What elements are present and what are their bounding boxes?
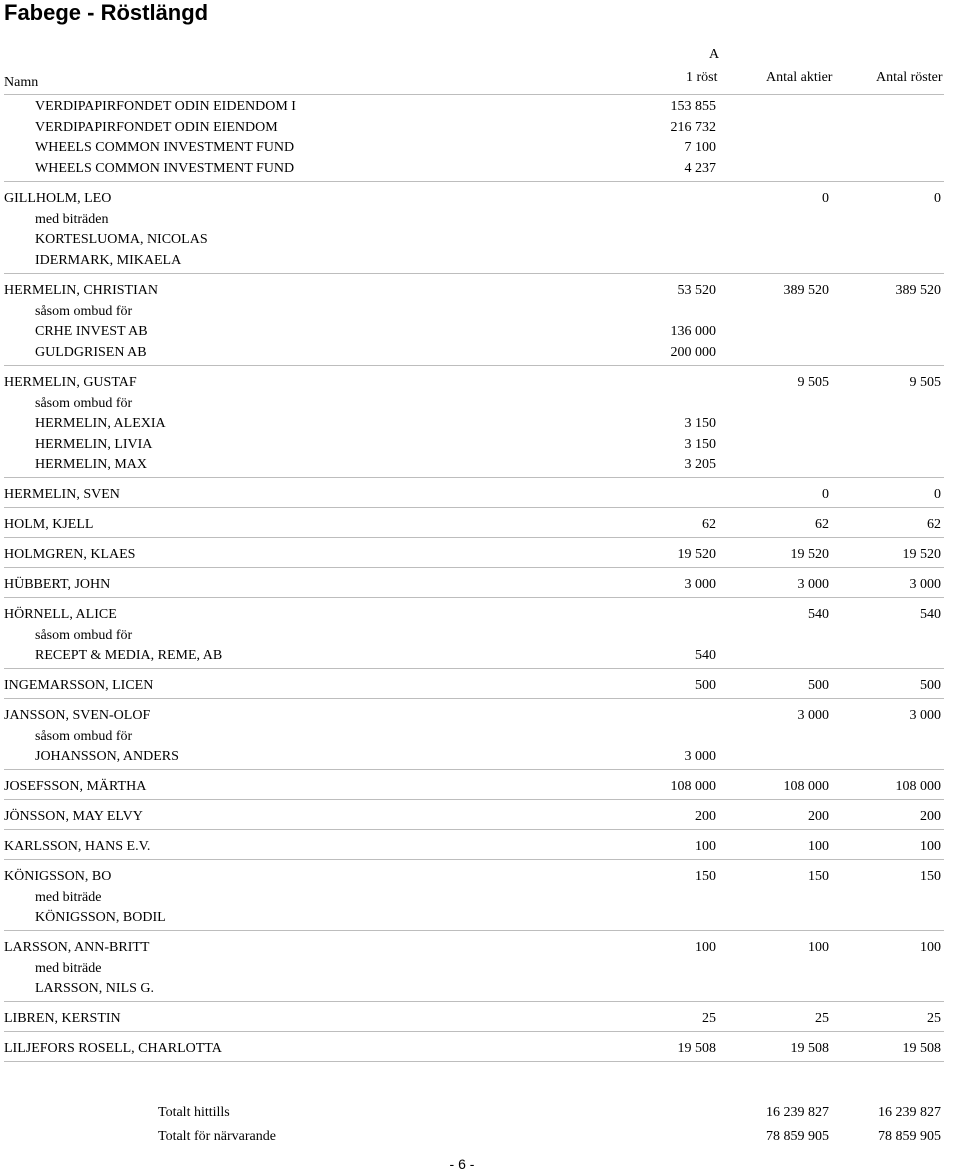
cell-antal-aktier: 19 520 xyxy=(790,547,829,562)
cell-a-1-rost: 200 xyxy=(695,809,716,824)
group-separator xyxy=(4,537,944,538)
holder-name: KÖNIGSSON, BO xyxy=(4,869,112,884)
cell-antal-aktier: 389 520 xyxy=(783,283,829,298)
cell-antal-roster: 389 520 xyxy=(895,283,941,298)
cell-antal-aktier: 25 xyxy=(815,1011,829,1026)
holder-name: JANSSON, SVEN-OLOF xyxy=(4,708,151,723)
holder-name: WHEELS COMMON INVESTMENT FUND xyxy=(35,140,295,156)
holder-name: HÜBBERT, JOHN xyxy=(4,577,111,592)
cell-a-1-rost: 3 000 xyxy=(684,577,716,592)
holder-name: KARLSSON, HANS E.V. xyxy=(4,839,151,854)
holder-name: KÖNIGSSON, BODIL xyxy=(35,910,166,926)
role-label: såsom ombud för xyxy=(35,395,133,411)
group-separator xyxy=(4,477,944,478)
cell-antal-aktier: 500 xyxy=(808,678,829,693)
cell-antal-roster: 9 505 xyxy=(909,375,941,390)
total-antal-roster: 16 239 827 xyxy=(878,1105,941,1120)
cell-a-1-rost: 4 237 xyxy=(684,160,716,176)
column-header-a: A xyxy=(709,47,720,62)
total-label: Totalt hittills xyxy=(158,1105,230,1120)
cell-antal-roster: 200 xyxy=(920,809,941,824)
cell-a-1-rost: 100 xyxy=(695,839,716,854)
cell-a-1-rost: 150 xyxy=(695,869,716,884)
cell-a-1-rost: 25 xyxy=(702,1011,716,1026)
column-header-antal-roster: Antal röster xyxy=(876,70,943,85)
group-separator xyxy=(4,859,944,860)
cell-a-1-rost: 216 732 xyxy=(670,119,716,135)
holder-name: VERDIPAPIRFONDET ODIN EIENDOM xyxy=(35,119,278,135)
holder-name: HERMELIN, GUSTAF xyxy=(4,375,137,390)
holder-name: LARSSON, ANN-BRITT xyxy=(4,940,150,955)
cell-antal-aktier: 62 xyxy=(815,517,829,532)
cell-antal-aktier: 3 000 xyxy=(797,708,829,723)
holder-name: CRHE INVEST AB xyxy=(35,324,148,340)
holder-name: HOLMGREN, KLAES xyxy=(4,547,136,562)
holder-name: HERMELIN, LIVIA xyxy=(35,436,153,452)
holder-name: WHEELS COMMON INVESTMENT FUND xyxy=(35,160,295,176)
cell-a-1-rost: 100 xyxy=(695,940,716,955)
holder-name: LILJEFORS ROSELL, CHARLOTTA xyxy=(4,1041,222,1056)
cell-a-1-rost: 3 000 xyxy=(684,749,716,765)
cell-a-1-rost: 136 000 xyxy=(670,324,716,340)
group-separator xyxy=(4,698,944,699)
role-label: med biträde xyxy=(35,960,102,976)
cell-a-1-rost: 53 520 xyxy=(677,283,716,298)
cell-antal-roster: 3 000 xyxy=(909,577,941,592)
cell-antal-aktier: 150 xyxy=(808,869,829,884)
holder-name: RECEPT & MEDIA, REME, AB xyxy=(35,648,223,664)
group-separator xyxy=(4,181,944,182)
holder-name: HERMELIN, ALEXIA xyxy=(35,416,166,432)
group-separator xyxy=(4,597,944,598)
cell-a-1-rost: 500 xyxy=(695,678,716,693)
cell-antal-roster: 540 xyxy=(920,607,941,622)
cell-antal-roster: 108 000 xyxy=(895,779,941,794)
holder-name: JÖNSSON, MAY ELVY xyxy=(4,809,143,824)
holder-name: HÖRNELL, ALICE xyxy=(4,607,117,622)
cell-antal-roster: 3 000 xyxy=(909,708,941,723)
header-separator xyxy=(4,94,944,95)
cell-antal-aktier: 108 000 xyxy=(783,779,829,794)
cell-a-1-rost: 153 855 xyxy=(670,99,716,114)
group-separator xyxy=(4,930,944,931)
group-separator xyxy=(4,799,944,800)
column-header-a-sub: 1 röst xyxy=(686,70,718,85)
holder-name: HERMELIN, SVEN xyxy=(4,487,120,502)
column-header-namn: Namn xyxy=(4,75,39,90)
group-separator xyxy=(4,1001,944,1002)
cell-a-1-rost: 7 100 xyxy=(684,140,716,156)
total-label: Totalt för närvarande xyxy=(158,1129,276,1144)
total-antal-aktier: 78 859 905 xyxy=(766,1129,829,1144)
holder-name: GILLHOLM, LEO xyxy=(4,191,112,206)
holder-name: JOSEFSSON, MÄRTHA xyxy=(4,779,147,794)
cell-antal-aktier: 100 xyxy=(808,839,829,854)
cell-antal-roster: 100 xyxy=(920,940,941,955)
role-label: såsom ombud för xyxy=(35,627,133,643)
cell-antal-aktier: 19 508 xyxy=(790,1041,829,1056)
cell-antal-roster: 0 xyxy=(934,487,941,502)
role-label: med biträden xyxy=(35,211,109,227)
holder-name: KORTESLUOMA, NICOLAS xyxy=(35,232,208,248)
holder-name: IDERMARK, MIKAELA xyxy=(35,252,182,268)
cell-a-1-rost: 108 000 xyxy=(670,779,716,794)
holder-name: HERMELIN, MAX xyxy=(35,457,147,473)
column-header-antal-aktier: Antal aktier xyxy=(766,70,833,85)
group-separator xyxy=(4,365,944,366)
cell-a-1-rost: 3 205 xyxy=(684,457,716,473)
cell-antal-roster: 25 xyxy=(927,1011,941,1026)
total-antal-roster: 78 859 905 xyxy=(878,1129,941,1144)
cell-a-1-rost: 62 xyxy=(702,517,716,532)
group-separator xyxy=(4,1061,944,1062)
group-separator xyxy=(4,668,944,669)
cell-antal-aktier: 0 xyxy=(822,191,829,206)
holder-name: VERDIPAPIRFONDET ODIN EIDENDOM I xyxy=(35,99,296,114)
holder-name: INGEMARSSON, LICEN xyxy=(4,678,154,693)
cell-a-1-rost: 19 520 xyxy=(677,547,716,562)
role-label: såsom ombud för xyxy=(35,728,133,744)
holder-name: HERMELIN, CHRISTIAN xyxy=(4,283,158,298)
page-number: - 6 - xyxy=(449,1156,475,1172)
cell-antal-aktier: 3 000 xyxy=(797,577,829,592)
page-title: Fabege - Röstlängd xyxy=(4,0,209,25)
cell-antal-roster: 19 508 xyxy=(902,1041,941,1056)
cell-a-1-rost: 3 150 xyxy=(684,416,716,432)
cell-antal-aktier: 200 xyxy=(808,809,829,824)
cell-antal-roster: 0 xyxy=(934,191,941,206)
holder-name: LARSSON, NILS G. xyxy=(35,981,155,997)
cell-antal-aktier: 100 xyxy=(808,940,829,955)
cell-antal-roster: 19 520 xyxy=(902,547,941,562)
cell-antal-aktier: 9 505 xyxy=(797,375,829,390)
cell-a-1-rost: 19 508 xyxy=(677,1041,716,1056)
group-separator xyxy=(4,829,944,830)
role-label: såsom ombud för xyxy=(35,303,133,319)
group-separator xyxy=(4,507,944,508)
group-separator xyxy=(4,1031,944,1032)
cell-antal-aktier: 0 xyxy=(822,487,829,502)
group-separator xyxy=(4,567,944,568)
holder-name: HOLM, KJELL xyxy=(4,517,94,532)
cell-a-1-rost: 540 xyxy=(695,648,716,664)
role-label: med biträde xyxy=(35,889,102,905)
holder-name: GULDGRISEN AB xyxy=(35,344,147,360)
cell-antal-roster: 62 xyxy=(927,517,941,532)
cell-antal-roster: 150 xyxy=(920,869,941,884)
cell-a-1-rost: 200 000 xyxy=(670,344,716,360)
cell-a-1-rost: 3 150 xyxy=(684,436,716,452)
group-separator xyxy=(4,769,944,770)
cell-antal-aktier: 540 xyxy=(808,607,829,622)
cell-antal-roster: 100 xyxy=(920,839,941,854)
holder-name: JOHANSSON, ANDERS xyxy=(35,749,179,765)
total-antal-aktier: 16 239 827 xyxy=(766,1105,829,1120)
holder-name: LIBREN, KERSTIN xyxy=(4,1011,121,1026)
cell-antal-roster: 500 xyxy=(920,678,941,693)
group-separator xyxy=(4,273,944,274)
